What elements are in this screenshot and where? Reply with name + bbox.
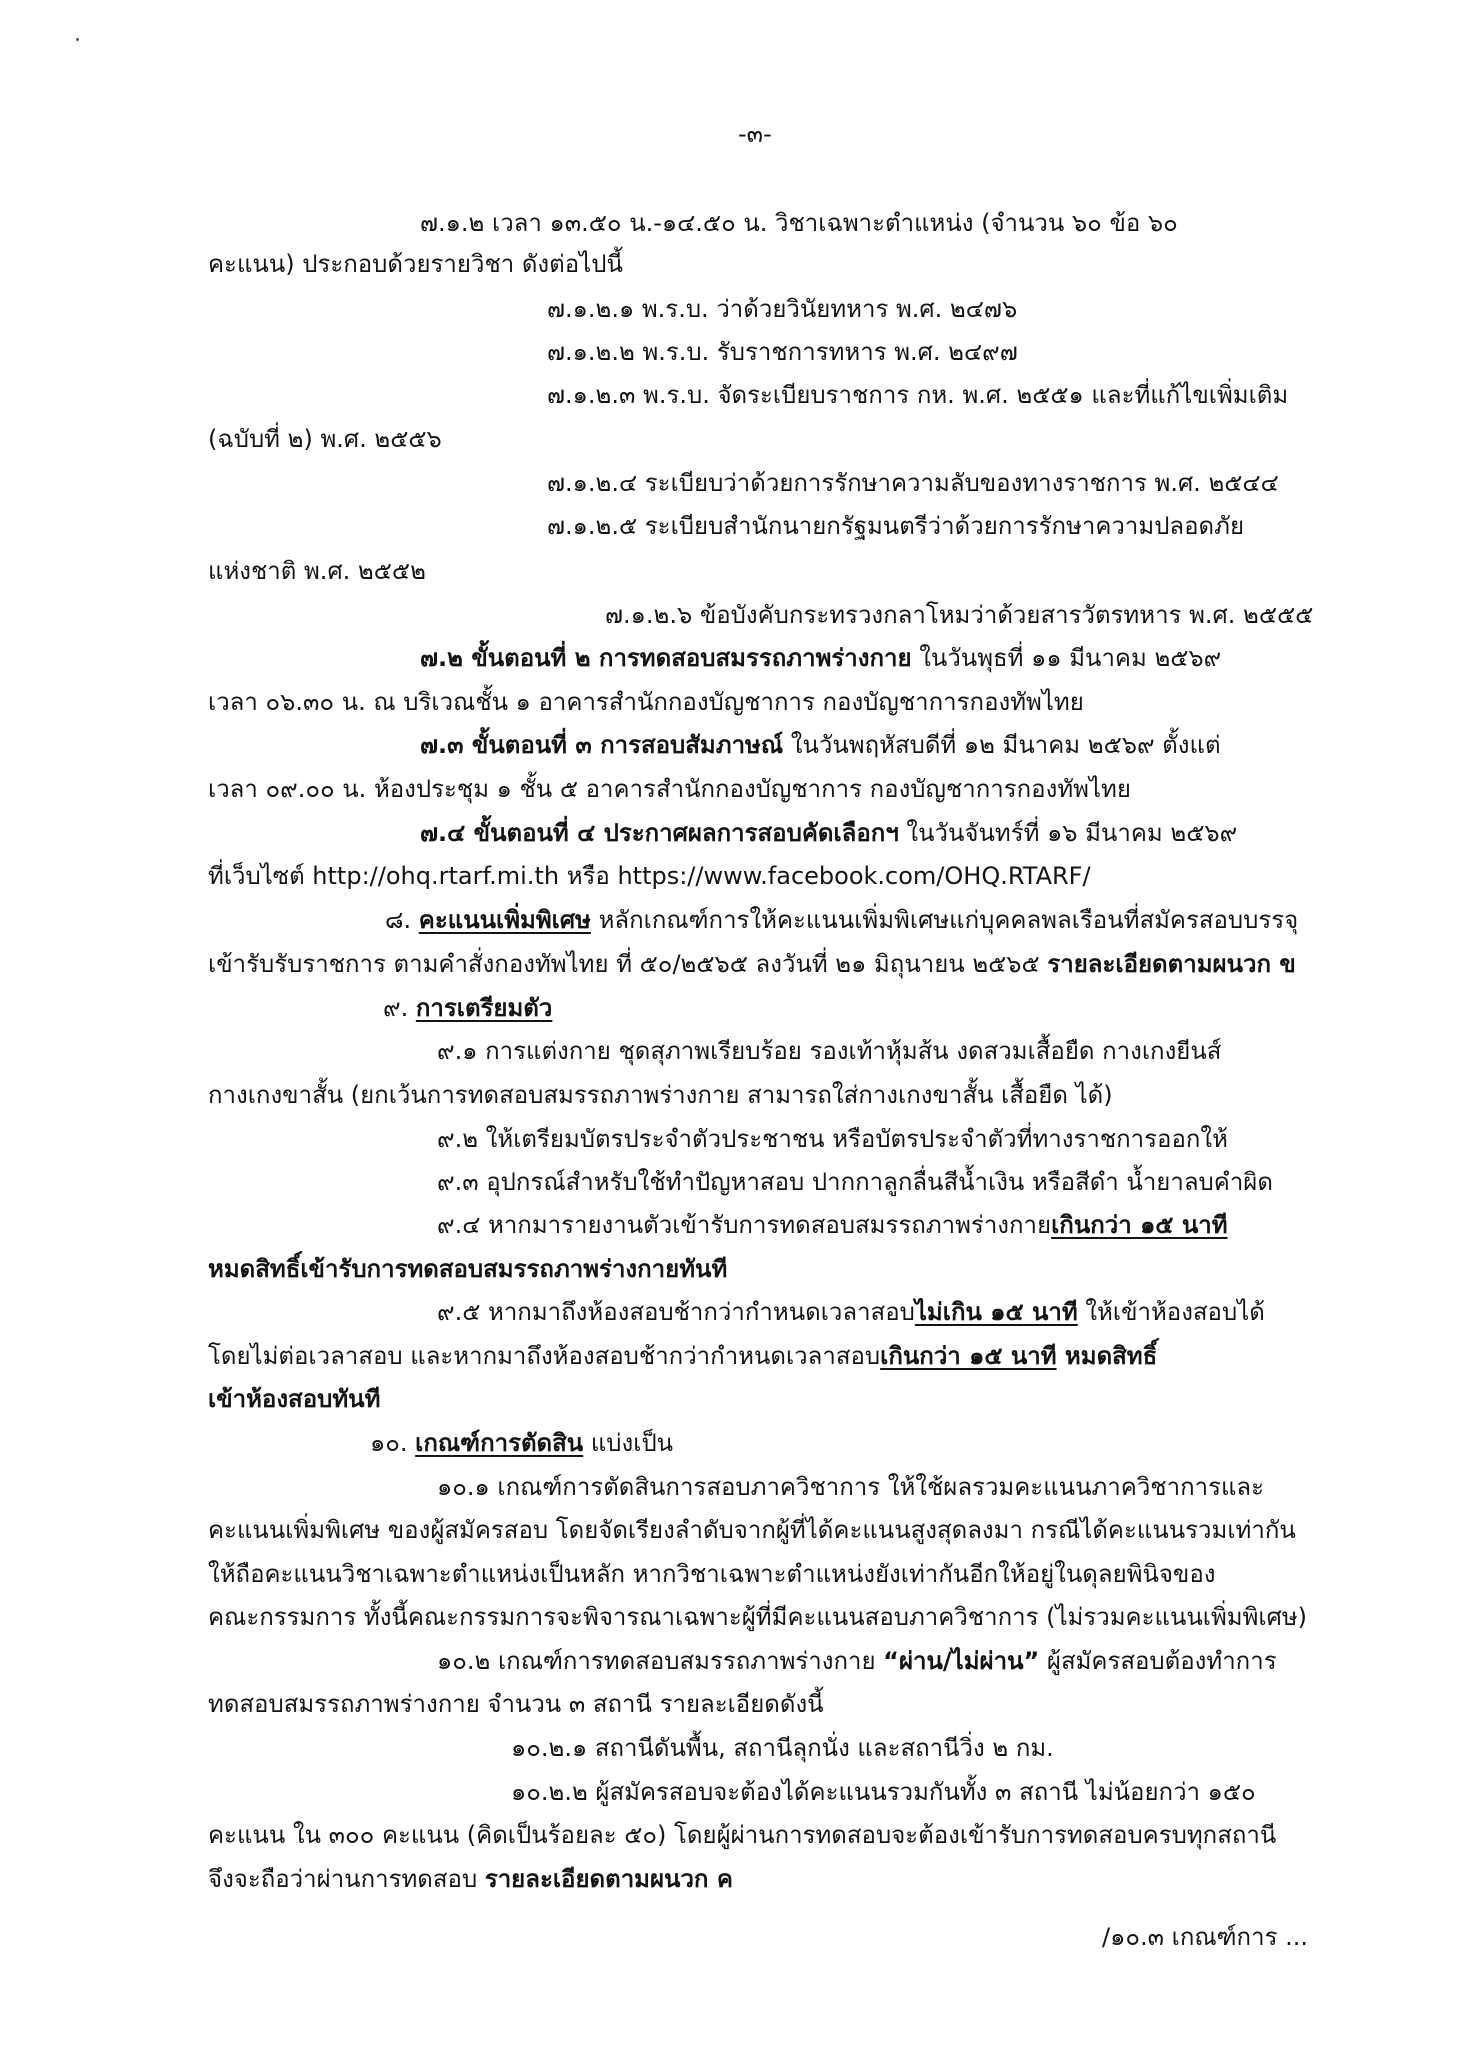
section-8-number: ๘. <box>385 906 419 934</box>
page-number: -๓- <box>738 120 772 148</box>
section-7-4-heading: ๗.๔ ขั้นตอนที่ ๔ ประกาศผลการสอบคัดเลือกฯ <box>420 819 899 847</box>
section-10-1-line-3: ให้ถือคะแนนวิชาเฉพาะตำแหน่งเป็นหลัก หากวิชาเฉพาะตำแหน่งยังเท่ากันอีกให้อยู่ในดุลยพินิจของ <box>208 1560 1216 1588</box>
section-10-2-2-text: จึงจะถือว่าผ่านการทดสอบ <box>208 1865 485 1893</box>
subsection-7-1-2-5-cont: แห่งชาติ พ.ศ. ๒๕๕๒ <box>208 557 426 585</box>
subsection-7-1-2-6: ๗.๑.๒.๖ ข้อบังคับกระทรวงกลาโหมว่าด้วยสารวัตรทหาร พ.ศ. ๒๕๕๕ <box>605 601 1314 629</box>
section-10-heading-line <box>370 1425 673 1461</box>
section-10-2-1: ๑๐.๒.๑ สถานีดันพื้น, สถานีลุกนั่ง และสถานีวิ่ง ๒ กม. <box>511 1734 1054 1762</box>
section-9-heading-line <box>383 990 552 1026</box>
subsection-7-1-2-1: ๗.๑.๒.๑ พ.ร.บ. ว่าด้วยวินัยทหาร พ.ศ. ๒๔๗๖ <box>547 295 1018 323</box>
section-10-2-text-2: ผู้สมัครสอบต้องทำการ <box>1039 1647 1277 1675</box>
subsection-7-1-2-3-cont: (ฉบับที่ ๒) พ.ศ. ๒๕๕๖ <box>208 425 442 453</box>
section-9-5-text: ๙.๕ หากมาถึงห้องสอบช้ากว่ากำหนดเวลาสอบ <box>437 1298 915 1326</box>
section-10-2-text: ๑๐.๒ เกณฑ์การทดสอบสมรรถภาพร่างกาย <box>437 1647 884 1675</box>
section-10-2-2-line-1: ๑๐.๒.๒ ผู้สมัครสอบจะต้องได้คะแนนรวมกันทั้ง ๓ สถานี ไม่น้อยกว่า ๑๕๐ <box>511 1778 1256 1806</box>
section-7-3-line-1 <box>420 727 1221 763</box>
section-7-2-line-2: เวลา ๐๖.๓๐ น. ณ บริเวณชั้น ๑ อาคารสำนักกองบัญชาการ กองบัญชาการกองทัพไทย <box>208 688 1084 716</box>
section-10-2-2-line-3 <box>208 1861 733 1897</box>
section-7-3-heading: ๗.๓ ขั้นตอนที่ ๓ การสอบสัมภาษณ์ <box>420 731 784 759</box>
section-9-1-line-1: ๙.๑ การแต่งกาย ชุดสุภาพเรียบร้อย รองเท้าหุ้มส้น งดสวมเสื้อยืด กางเกงยีนส์ <box>437 1037 1222 1065</box>
section-8-heading: คะแนนเพิ่มพิเศษ <box>418 906 591 934</box>
section-7-1-2-line-2: คะแนน) ประกอบด้วยรายวิชา ดังต่อไปนี้ <box>208 250 623 278</box>
section-8-annex-ref: รายละเอียดตามผนวก ข <box>1047 950 1296 978</box>
section-9-5-l2-limit: เกินกว่า ๑๕ นาที <box>880 1342 1057 1370</box>
section-9-5-line-3: เข้าห้องสอบทันที <box>208 1385 381 1413</box>
section-10-2-line-1 <box>437 1643 1277 1679</box>
section-10-2-2-annex-ref: รายละเอียดตามผนวก ค <box>484 1865 733 1893</box>
section-8-line-1 <box>385 902 1298 938</box>
section-10-heading: เกณฑ์การตัดสิน <box>415 1429 584 1457</box>
section-7-3-date: ในวันพฤหัสบดีที่ ๑๒ มีนาคม ๒๕๖๙ ตั้งแต่ <box>783 731 1221 759</box>
section-7-2-date: ในวันพุธที่ ๑๑ มีนาคม ๒๕๖๙ <box>911 644 1222 672</box>
section-9-4-text: ๙.๔ หากมารายงานตัวเข้ารับการทดสอบสมรรถภาพร่างกาย <box>437 1211 1052 1239</box>
section-7-3-line-2: เวลา ๐๙.๐๐ น. ห้องประชุม ๑ ชั้น ๕ อาคารสำนักกองบัญชาการ กองบัญชาการกองทัพไทย <box>208 775 1131 803</box>
section-9-4-line-1 <box>437 1207 1228 1243</box>
section-8-text: หลักเกณฑ์การให้คะแนนเพิ่มพิเศษแก่บุคคลพลเรือนที่สมัครสอบบรรจุ <box>590 906 1299 934</box>
section-10-2-line-2: ทดสอบสมรรถภาพร่างกาย จำนวน ๓ สถานี รายละเอียดดังนี้ <box>208 1690 824 1718</box>
section-7-4-date: ในวันจันทร์ที่ ๑๖ มีนาคม ๒๕๖๙ <box>898 819 1238 847</box>
subsection-7-1-2-4: ๗.๑.๒.๔ ระเบียบว่าด้วยการรักษาความลับของทางราชการ พ.ศ. ๒๕๔๔ <box>547 469 1279 497</box>
section-9-3: ๙.๓ อุปกรณ์สำหรับใช้ทำปัญหาสอบ ปากกาลูกลื่นสีน้ำเงิน หรือสีดำ น้ำยาลบคำผิด <box>437 1168 1273 1196</box>
section-8-line-2 <box>208 946 1296 982</box>
section-9-5-limit: ไม่เกิน ๑๕ นาที <box>914 1298 1078 1326</box>
section-7-2-heading: ๗.๒ ขั้นตอนที่ ๒ การทดสอบสมรรถภาพร่างกาย <box>420 644 912 672</box>
subsection-7-1-2-2: ๗.๑.๒.๒ พ.ร.บ. รับราชการทหาร พ.ศ. ๒๔๙๗ <box>547 338 1018 366</box>
section-10-1-line-2: คะแนนเพิ่มพิเศษ ของผู้สมัครสอบ โดยจัดเรียงลำดับจากผู้ที่ได้คะแนนสูงสุดลงมา กรณีได้คะแนนรวมเท่ากัน <box>208 1516 1296 1544</box>
section-9-1-line-2: กางเกงขาสั้น (ยกเว้นการทดสอบสมรรถภาพร่างกาย สามารถใส่กางเกงขาสั้น เสื้อยืด ได้) <box>208 1081 1113 1109</box>
section-9-5-l2-text: โดยไม่ต่อเวลาสอบ และหากมาถึงห้องสอบช้ากว่ากำหนดเวลาสอบ <box>208 1342 881 1370</box>
section-10-number: ๑๐. <box>370 1429 416 1457</box>
subsection-7-1-2-3: ๗.๑.๒.๓ พ.ร.บ. จัดระเบียบราชการ กห. พ.ศ. ๒๕๕๑ และที่แก้ไขเพิ่มเติม <box>547 381 1289 409</box>
section-9-2: ๙.๒ ให้เตรียมบัตรประจำตัวประชาชน หรือบัตรประจำตัวที่ทางราชการออกให้ <box>437 1125 1228 1153</box>
section-9-4-limit: เกินกว่า ๑๕ นาที <box>1051 1211 1228 1239</box>
section-10-text: แบ่งเป็น <box>583 1429 674 1457</box>
section-9-number: ๙. <box>383 994 416 1022</box>
section-9-heading: การเตรียมตัว <box>415 994 553 1022</box>
section-9-5-line-1 <box>437 1294 1265 1330</box>
section-10-1-line-1: ๑๐.๑ เกณฑ์การตัดสินการสอบภาควิชาการ ให้ใช้ผลรวมคะแนนภาควิชาการและ <box>437 1473 1265 1501</box>
section-10-1-line-4: คณะกรรมการ ทั้งนี้คณะกรรมการจะพิจารณาเฉพาะผู้ที่มีคะแนนสอบภาควิชาการ (ไม่รวมคะแนนเพิ่มพิเศษ) <box>208 1603 1308 1631</box>
section-10-2-2-line-2: คะแนน ใน ๓๐๐ คะแนน (คิดเป็นร้อยละ ๕๐) โดยผู้ผ่านการทดสอบจะต้องเข้ารับการทดสอบครบทุกสถานี <box>208 1821 1277 1849</box>
subsection-7-1-2-5: ๗.๑.๒.๕ ระเบียบสำนักนายกรัฐมนตรีว่าด้วยการรักษาความปลอดภัย <box>547 512 1245 540</box>
section-10-2-criteria: “ผ่าน/ไม่ผ่าน” <box>883 1647 1040 1675</box>
continuation-note: /๑๐.๓ เกณฑ์การ ... <box>1102 1923 1308 1951</box>
section-7-2-line-1 <box>420 640 1221 676</box>
section-8-order: เข้ารับรับราชการ ตามคำสั่งกองทัพไทย ที่ ๕๐/๒๕๖๕ ลงวันที่ ๒๑ มิถุนายน ๒๕๖๕ <box>208 950 1048 978</box>
section-7-1-2-line-1: ๗.๑.๒ เวลา ๑๓.๕๐ น.-๑๔.๕๐ น. วิชาเฉพาะตำแหน่ง (จำนวน ๖๐ ข้อ ๖๐ <box>420 209 1178 237</box>
section-9-5-text-2: ให้เข้าห้องสอบได้ <box>1077 1298 1265 1326</box>
section-9-5-l2-result: หมดสิทธิ์ <box>1056 1342 1158 1370</box>
section-7-4-line-2: ที่เว็บไซต์ http://ohq.rtarf.mi.th หรือ https://www.facebook.com/OHQ.RTARF/ <box>208 862 1091 890</box>
scan-speck <box>76 38 79 41</box>
section-9-5-line-2 <box>208 1338 1157 1374</box>
section-9-4-line-2: หมดสิทธิ์เข้ารับการทดสอบสมรรถภาพร่างกายทันที <box>208 1255 728 1283</box>
section-7-4-line-1 <box>420 815 1237 851</box>
